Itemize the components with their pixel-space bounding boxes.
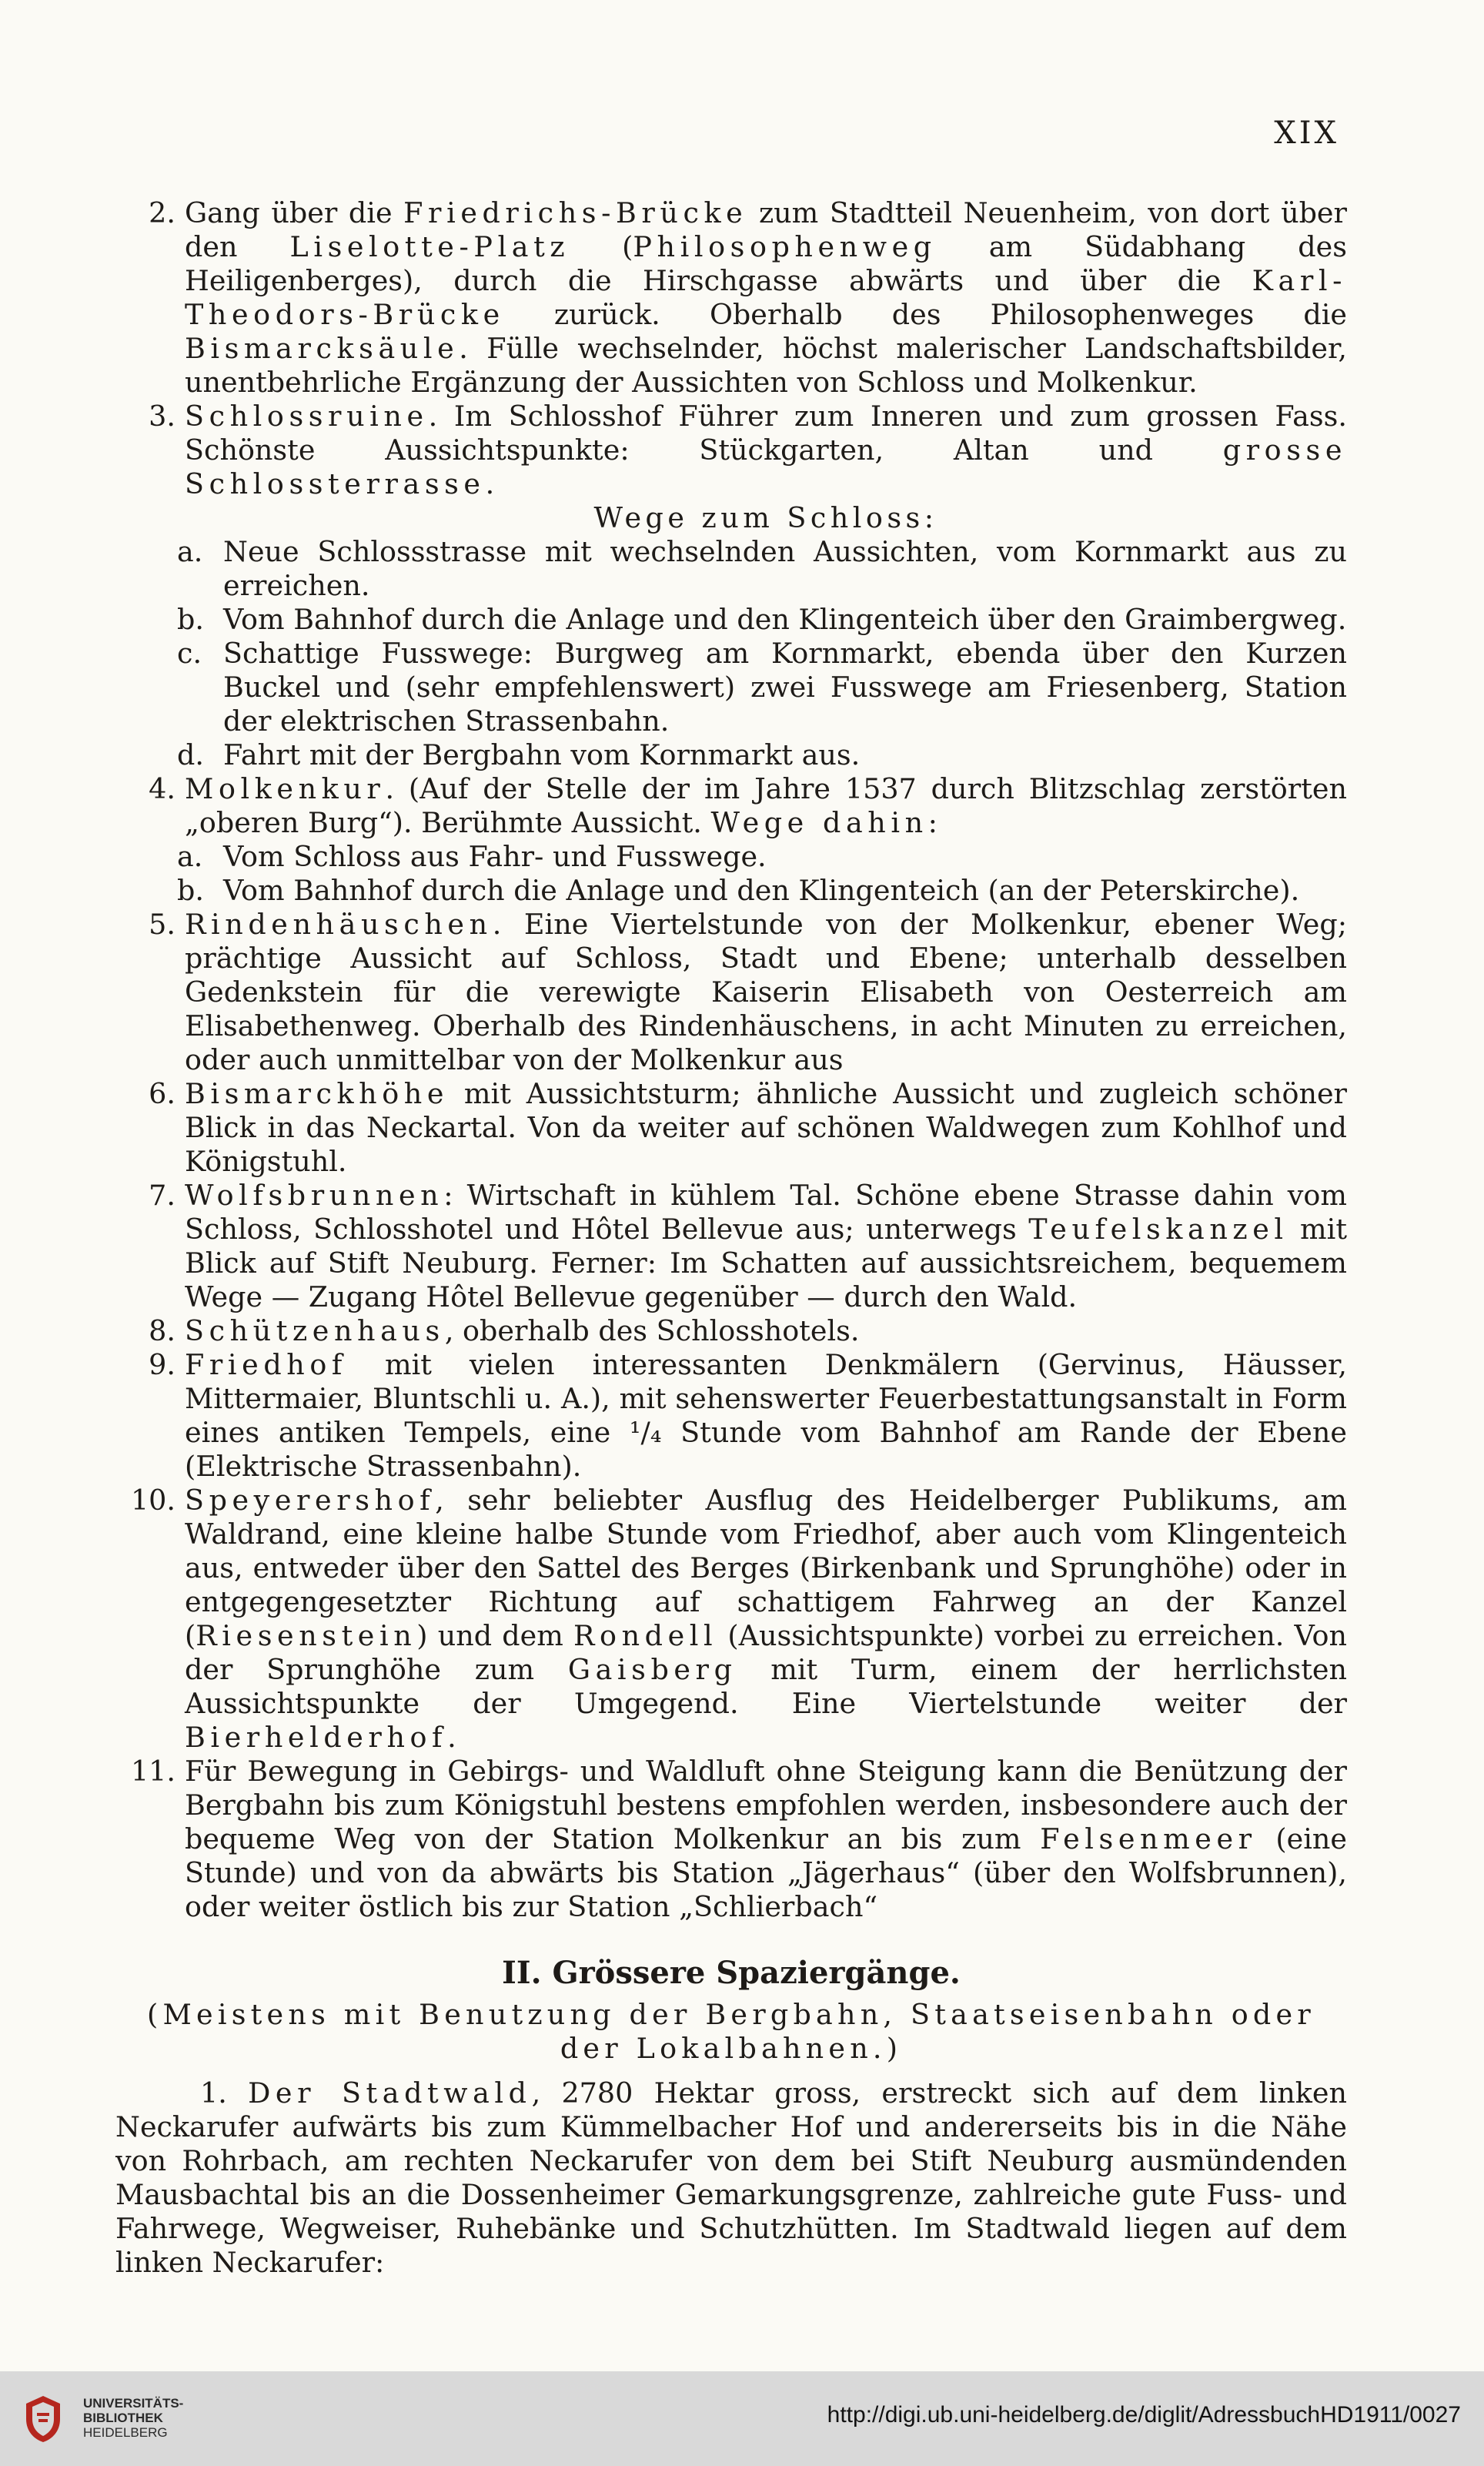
sub-item-letter: d. <box>177 738 204 771</box>
text-run: . Fülle wechselnder, höchst malerischer Landschaftsbilder, unentbehrliche Ergänzung der Aussichten von Schloss und Molkenkur. <box>185 332 1347 399</box>
sub-item-text: Vom Bahnhof durch die Anlage und den Klingenteich (an der Peterskirche). <box>223 874 1300 907</box>
spaced-name: Gaisberg <box>567 1653 737 1686</box>
item-list-part-1 <box>115 196 1347 501</box>
list-item <box>115 1348 1347 1484</box>
text-run: : Wirtschaft in kühlem Tal. Schöne ebene Strasse dahin vom Schloss, Schlosshotel und Hôtel Bellevue aus; unterwegs <box>185 1179 1347 1246</box>
wege-heading: Wege zum Schloss: <box>593 501 938 534</box>
sub-item-text: Vom Schloss aus Fahr- und Fusswege. <box>223 840 767 873</box>
spaced-name: grosse Schlossterrasse <box>185 433 1347 500</box>
spaced-name: Der Stadtwald <box>248 2076 532 2110</box>
spaced-name: Riesenstein <box>196 1619 417 1652</box>
text-run: zurück. Oberhalb des Philosophenweges die <box>504 298 1347 331</box>
sub-item <box>115 874 1347 908</box>
list-item <box>115 1484 1347 1755</box>
list-item <box>115 1179 1347 1314</box>
item-number: 3. <box>149 400 175 433</box>
sub-item-text: Vom Bahnhof durch die Anlage und den Klingenteich über den Graimbergweg. <box>223 603 1347 636</box>
item-list-part-2 <box>115 772 1347 1924</box>
spaced-name: Wege dahin: <box>710 806 943 839</box>
section-title: II. Grössere Spaziergänge. <box>502 1955 961 1991</box>
spaced-name: Bismarckhöhe <box>185 1077 450 1110</box>
item-number: 9. <box>149 1348 175 1381</box>
text-run: , 2780 Hektar gross, erstreckt sich auf dem linken Neckarufer aufwärts bis zum Kümmelbacher Hof und andererseits bis in die Nähe von Rohrbach, am rechten Neckarufer von dem bei Stift Neuburg ausmündenden Mausbachtal bis an die Dossenheimer Gemarkungsgrenze, zahlreiche gute Fuss- und Fahrwege, Wegweiser, Ruhebänke und Schutzhütten. Im Stadtwald liegen auf dem linken Neckarufer: <box>115 2076 1347 2279</box>
text-run: 1. <box>200 2076 249 2110</box>
text-run: . (Auf der Stelle der im Jahre 1537 durch Blitzschlag zerstörten „oberen Burg“). Berühmte Aussicht. <box>185 772 1347 839</box>
sub-item-letter: a. <box>177 840 203 873</box>
text-run: ( <box>570 230 633 263</box>
item-number: 5. <box>149 908 175 941</box>
spaced-name: Schützenhaus <box>185 1314 445 1347</box>
text-run: zum Stadtteil Neuenheim, von dort über den <box>185 196 1347 263</box>
list-item <box>115 196 1347 400</box>
spaced-name: Rindenhäuschen <box>185 908 493 941</box>
spaced-name: Felsenmeer <box>1040 1822 1257 1855</box>
sub-item-text: Neue Schlossstrasse mit wechselnden Aussichten, vom Kornmarkt aus zu erreichen. <box>223 535 1347 602</box>
list-item <box>115 400 1347 501</box>
text-run: . Eine Viertelstunde von der Molkenkur, ebener Weg; prächtige Aussicht auf Schloss, Stadt und Ebene; unterhalb desselben Gedenkstein für die verewigte Kaiserin Elisabeth von Oesterreich am Elisabethenweg. Oberhalb des Rindenhäuschens, in acht Minuten zu erreichen, oder auch unmittelbar von der Molkenkur aus <box>185 908 1347 1076</box>
sub-item-letter: c. <box>177 637 202 670</box>
list-item <box>115 772 1347 840</box>
text-run: . <box>447 1721 456 1754</box>
source-url-link[interactable]: http://digi.ub.uni-heidelberg.de/diglit/AdressbuchHD1911/0027 <box>827 2402 1461 2428</box>
wege-list <box>115 535 1347 772</box>
logo-line-2: BIBLIOTHEK <box>83 2411 163 2425</box>
text-run: mit Turm, einem der herrlichsten Aussichtspunkte der Umgegend. Eine Viertelstunde weiter der <box>185 1653 1347 1720</box>
sub-item <box>115 738 1347 772</box>
text-run: (eine Stunde) und von da abwärts bis Station „Jägerhaus“ (über den Wolfsbrunnen), oder weiter östlich bis zur Station „Schlierbach“ <box>185 1822 1347 1923</box>
text-run: Für Bewegung in Gebirgs- und Waldluft ohne Steigung kann die Benützung der Bergbahn bis zum Königstuhl bestens empfohlen werden, insbesondere auch der bequeme Weg von der Station Molkenkur an bis zum <box>185 1755 1347 1855</box>
sub-item <box>115 603 1347 637</box>
text-run: am Südabhang des Heiligenberges), durch die Hirschgasse abwärts und über die <box>185 230 1347 297</box>
sub-item <box>115 535 1347 603</box>
sub-item <box>115 637 1347 738</box>
text-run: (Aussichtspunkte) vorbei zu erreichen. Von der Sprunghöhe zum <box>185 1619 1347 1686</box>
item-number: 11. <box>130 1755 175 1788</box>
text-run: mit Aussichtsturm; ähnliche Aussicht und zugleich schöner Blick in das Neckartal. Von da weiter auf schönen Waldwegen zum Kohlhof und Königstuhl. <box>185 1077 1347 1178</box>
spaced-name: Friedrichs-Brücke <box>403 196 748 229</box>
spaced-name: Bierhelderhof <box>185 1721 448 1754</box>
spaced-name: Teufelskanzel <box>1028 1213 1288 1246</box>
sub-item-letter: b. <box>177 603 204 636</box>
stadtwald-paragraph <box>115 2076 1347 2280</box>
item-number: 4. <box>149 772 175 805</box>
item-number: 6. <box>149 1077 175 1110</box>
text-run: mit Blick auf Stift Neuburg. Ferner: Im Schatten auf aussichtsreichem, bequemem Wege — Zugang Hôtel Bellevue gegenüber — durch den Wald. <box>185 1213 1347 1313</box>
item-number: 10. <box>130 1484 175 1517</box>
sub-item-letter: a. <box>177 535 203 568</box>
text-run: ) und dem <box>416 1619 573 1652</box>
text-run: Gang über die <box>185 196 404 229</box>
text-run: . <box>485 467 495 500</box>
sub-item-letter: b. <box>177 874 204 907</box>
logo-line-1: UNIVERSITÄTS- <box>83 2396 184 2411</box>
university-seal-icon <box>20 2393 66 2445</box>
text-run: mit vielen interessanten Denkmälern (Gervinus, Häusser, Mittermaier, Bluntschli u. A.), mit sehenswerter Feuerbestattungsanstalt in Form eines antiken Tempels, eine ¹/₄ Stunde vom Bahnhof am Rande der Ebene (Elektrische Strassenbahn). <box>185 1348 1347 1483</box>
page-number: XIX <box>1274 115 1339 151</box>
spaced-name: Molkenkur <box>185 772 386 805</box>
list-item <box>115 908 1347 1077</box>
text-run: . Im Schlosshof Führer zum Inneren und zum grossen Fass. Schönste Aussichtspunkte: Stückgarten, Altan und <box>185 400 1347 467</box>
spaced-name: Friedhof <box>185 1348 347 1381</box>
list-item <box>115 1077 1347 1179</box>
item-number: 2. <box>149 196 175 229</box>
text-run: , oberhalb des Schlosshotels. <box>444 1314 860 1347</box>
footer-bar <box>0 2371 1484 2466</box>
spaced-name: Schlossruine <box>185 400 429 433</box>
spaced-name: Karl-Theodors-Brücke <box>185 264 1347 331</box>
spaced-name: Speyerershof <box>185 1484 436 1517</box>
sub-item-text: Fahrt mit der Bergbahn vom Kornmarkt aus. <box>223 738 861 771</box>
sub-item-text: Schattige Fusswege: Burgweg am Kornmarkt, ebenda über den Kurzen Buckel und (sehr empfehlenswert) zwei Fusswege am Friesenberg, Station der elektrischen Strassenbahn. <box>223 637 1347 738</box>
spaced-name: Bismarcksäule <box>185 332 460 365</box>
item-number: 8. <box>149 1314 175 1347</box>
section-subtitle: (Meistens mit Benutzung der Bergbahn, Staatseisenbahn oder der Lokalbahnen.) <box>147 1998 1315 2065</box>
spaced-name: Rondell <box>573 1619 718 1652</box>
list-item <box>115 1755 1347 1924</box>
sub-item <box>115 840 1347 874</box>
page-content <box>115 196 1347 2280</box>
list-item <box>115 1314 1347 1348</box>
text-run: , sehr beliebter Ausflug des Heidelberger Publikums, am Waldrand, eine kleine halbe Stunde vom Friedhof, aber auch vom Klingenteich aus, entweder über den Sattel des Berges (Birkenbank und Sprunghöhe) oder in entgegengesetzter Richtung auf schattigem Fahrweg an der Kanzel ( <box>185 1484 1347 1652</box>
spaced-name: Wolfsbrunnen <box>185 1179 444 1212</box>
spaced-name: Liselotte-Platz <box>289 230 570 263</box>
logo-line-3: HEIDELBERG <box>83 2425 168 2440</box>
library-logo-text <box>83 2396 183 2440</box>
spaced-name: Philosophenweg <box>633 230 937 263</box>
item-number: 7. <box>149 1179 175 1212</box>
